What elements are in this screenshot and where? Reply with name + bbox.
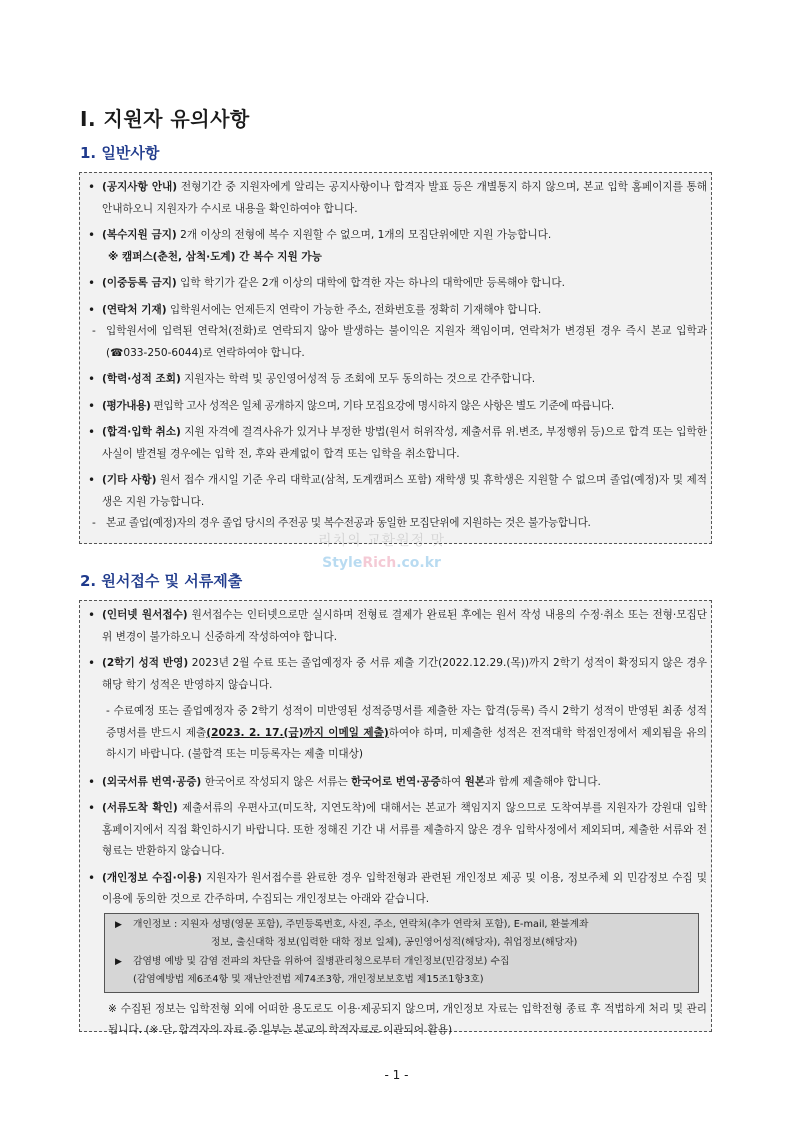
bullet-icon: • [88, 180, 96, 194]
triangle-bullet-icon: ▶ [115, 919, 122, 930]
bullet-icon: • [88, 774, 96, 789]
list-item: • (공지사항 안내) 전형기간 중 지원자에게 알리는 공지사항이나 합격자 발표 등은 개별통지 하지 않으며, 본교 입학 홈페이지를 통해 안내하오니 지원자가 수시로 내용을 확인하여야 합니다. [86, 177, 707, 220]
section-title-application: 2. 원서접수 및 서류제출 [80, 572, 243, 590]
page-number: - 1 - [384, 1068, 409, 1082]
list-item: • (학력·성적 조회) 지원자는 학력 및 공인영어성적 등 조회에 모두 동의하는 것으로 간주합니다. [86, 369, 707, 391]
list-item: • (기타 사항) 원서 접수 개시일 기준 우리 대학교(삼척, 도계캠퍼스 포함) 재학생 및 휴학생은 지원할 수 없으며 졸업(예정)자 및 제적생은 지원 가능합니다. [86, 470, 707, 513]
bullet-icon: • [88, 372, 96, 386]
privacy-footer-note: ※ 수집된 정보는 입학전형 외에 어떠한 용도로도 이용·제공되지 않으며, 개인정보 자료는 입학전형 종료 후 적법하게 처리 및 관리됩니다. (※ 단, 합격자의 자료 중 일부는 본교의 학적자료로 이관되어 활용) [108, 1002, 707, 1036]
section-title-general: 1. 일반사항 [80, 144, 160, 162]
list-item: • (연락처 기재) 입학원서에는 언제든지 연락이 가능한 주소, 전화번호를 정확히 기재해야 합니다. [86, 300, 707, 322]
list-item: • (개인정보 수집·이용) 지원자가 원서접수를 완료한 경우 입학전형과 관련된 개인정보 제공 및 이용, 정보주체 외 민감정보 수집 및 이용에 동의한 것으로 간주하며, 수집되는 개인정보는 아래와 같습니다. [86, 868, 707, 911]
bullet-icon: • [88, 473, 96, 487]
bullet-icon: • [88, 398, 95, 413]
bullet-icon: • [88, 228, 96, 242]
bullet-icon: • [88, 608, 96, 622]
bullet-icon: • [88, 870, 96, 885]
bullet-icon: • [88, 801, 96, 815]
list-item: • (2학기 성적 반영) 2023년 2월 수료 또는 졸업예정자 중 서류 제출 기간(2022.12.29.(목))까지 2학기 성적이 확정되지 않은 경우 해당 학기 성적은 반영하지 않습니다. [86, 653, 707, 696]
bullet-icon: • [88, 656, 96, 670]
campus-note: ※ 캠퍼스(춘천, 삼척·도계) 간 복수 지원 가능 [108, 250, 322, 263]
privacy-row-personal: ▶ 개인정보 : 지원자 성명(영문 포함), 주민등록번호, 사진, 주소, 연락처(추가 연락처 포함), E-mail, 환불계좌 [113, 916, 690, 935]
grade-sub-note: - 수료예정 또는 졸업예정자 중 2학기 성적이 미반영된 성적증명서를 제출한 자는 합격(등록) 즉시 2학기 성적이 반영된 최종 성적증명서를 반드시 제출(2023. 2. 17.(금)까지 이메일 제출)하여야 하며, 미제출한 성적은 전적대학 학점인정에서 제외됨을 유의하시기 바랍니다. (불합격 또는 미등록자는 제출 미대상) [106, 705, 707, 760]
bullet-icon: • [88, 276, 96, 290]
list-item: • (인터넷 원서접수) 원서접수는 인터넷으로만 실시하며 전형료 결제가 완료된 후에는 원서 작성 내용의 수정·취소 또는 전형·모집단위 변경이 불가하오니 신중하게 작성하여야 합니다. [86, 605, 707, 648]
general-notes-box [79, 172, 712, 544]
page-title: Ⅰ. 지원자 유의사항 [80, 107, 250, 131]
bullet-icon: • [88, 425, 96, 439]
list-item: • (서류도착 확인) 제출서류의 우편사고(미도착, 지연도착)에 대해서는 본교가 책임지지 않으므로 도착여부를 지원자가 강원대 입학 홈페이지에서 직접 확인하시기 바랍니다. 또한 정해진 기간 내 서류를 제출하지 않은 경우 입학사정에서 제외되며, 제출한 서류와 전형료는 반환하지 않습니다. [86, 798, 707, 863]
privacy-info-table: ▶ 개인정보 : 지원자 성명(영문 포함), 주민등록번호, 사진, 주소, 연락처(추가 연락처 포함), E-mail, 환불계좌 정보, 출신대학 정보(입력한 대학 정보 일체), 공인영어성적(해당자), 취업정보(해당자) ▶ 감염병 예방 및 감염 전파의 차단을 위하여 질병관리청으로부터 개인정보(민감정보) 수집 (감염예방법 제6조4항 및 재난안전법 제74조3항, 개인정보보호법 제15조1항3호) [104, 913, 699, 993]
list-item: • (평가내용) 편입학 고사 성적은 일체 공개하지 않으며, 기타 모집요강에 명시하지 않은 사항은 별도 기준에 따릅니다. [86, 396, 707, 418]
sub-item: - 본교 졸업(예정)자의 경우 졸업 당시의 주전공 및 복수전공과 동일한 모집단위에 지원하는 것은 불가능합니다. [92, 517, 591, 529]
list-item: • (외국서류 번역·공증) 한국어로 작성되지 않은 서류는 한국어로 번역·공증하여 원본과 함께 제출해야 합니다. [86, 772, 707, 794]
bullet-icon: • [88, 302, 96, 317]
application-notes-box [79, 600, 712, 1036]
sub-item: - 입학원서에 입력된 연락처(전화)로 연락되지 않아 발생하는 불이익은 지원자 책임이며, 연락처가 변경된 경우 즉시 본교 입학과(☎033-250-6044)로 연락하여야 합니다. [92, 325, 707, 359]
watermark: 리치의 교환원정 맛 StyleRich.co.kr [318, 533, 446, 571]
list-item: • (이중등록 금지) 입학 학기가 같은 2개 이상의 대학에 합격한 자는 하나의 대학에만 등록해야 합니다. [86, 273, 707, 295]
list-item: • (합격·입학 취소) 지원 자격에 결격사유가 있거나 부정한 방법(원서 허위작성, 제출서류 위.변조, 부정행위 등)으로 합격 또는 입학한 사실이 발견될 경우에는 입학 전, 후와 관계없이 합격 또는 입학을 취소합니다. [86, 422, 707, 465]
triangle-bullet-icon: ▶ [115, 956, 122, 967]
list-item: • (복수지원 금지) 2개 이상의 전형에 복수 지원할 수 없으며, 1개의 모집단위에만 지원 가능합니다. [86, 225, 707, 247]
privacy-row-sensitive: ▶ 감염병 예방 및 감염 전파의 차단을 위하여 질병관리청으로부터 개인정보(민감정보) 수집 [113, 953, 690, 972]
